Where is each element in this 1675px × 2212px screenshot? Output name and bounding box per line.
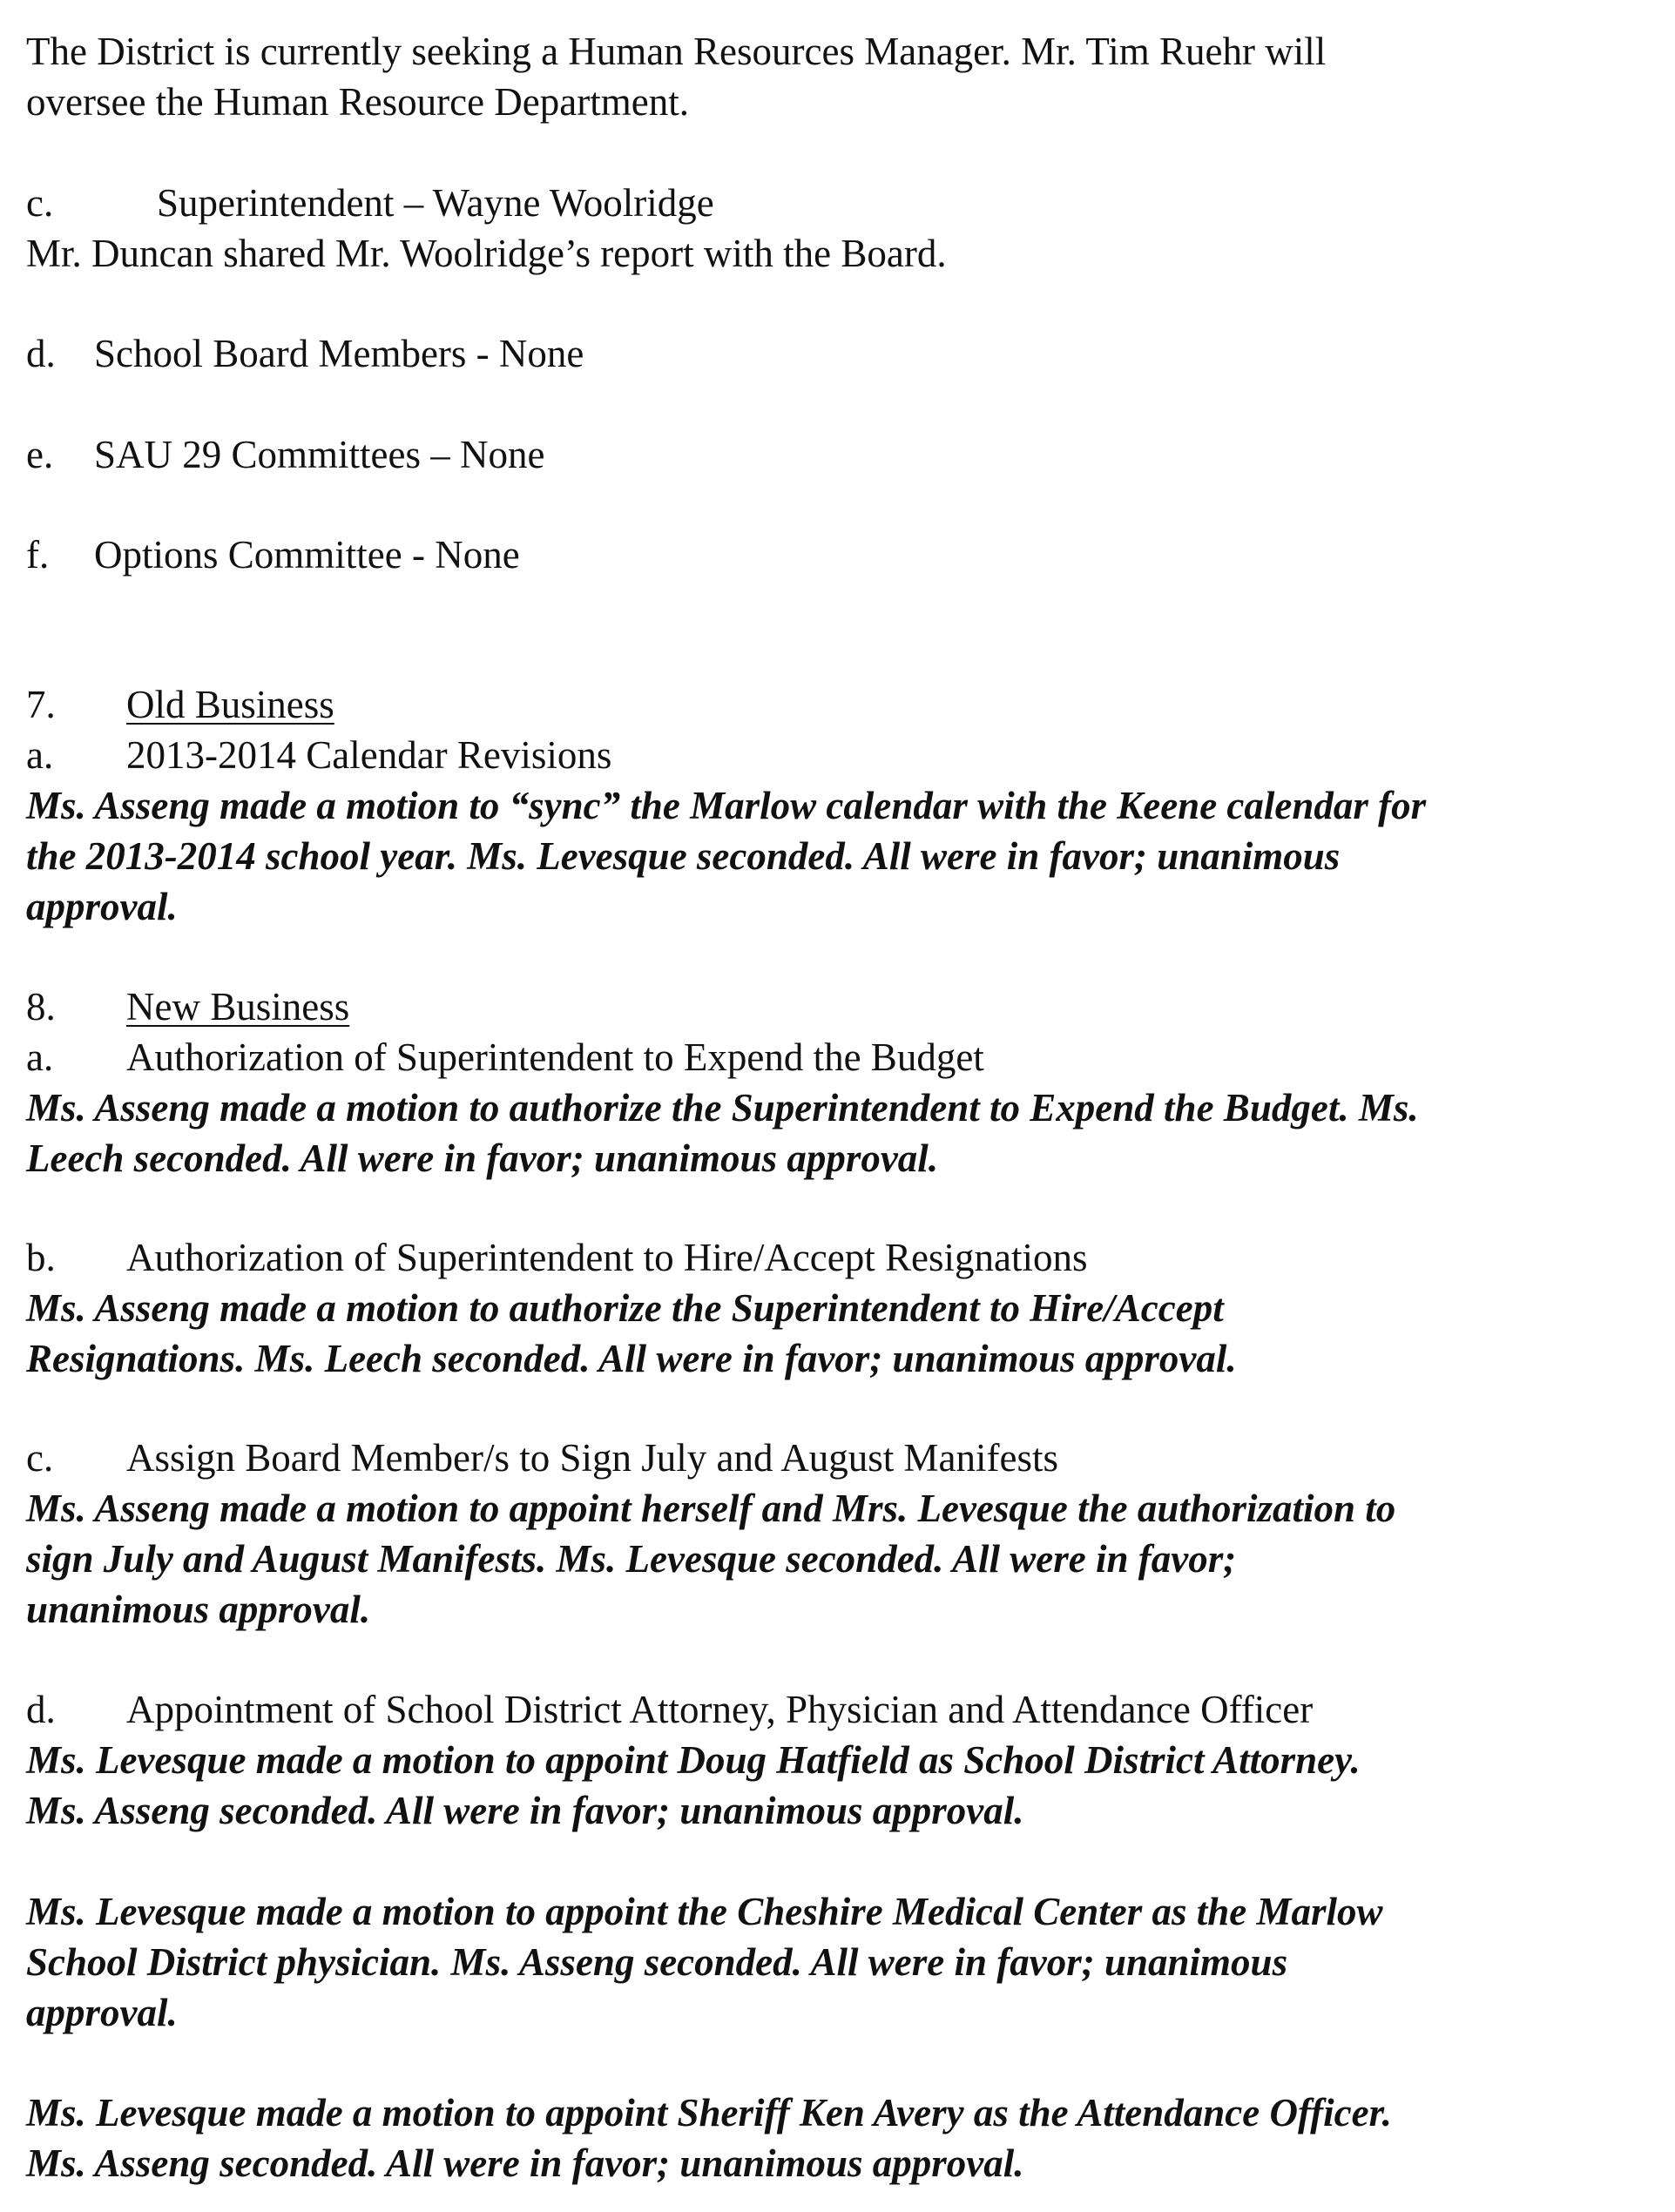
motion-line: Ms. Levesque made a motion to appoint the Cheshire Medical Center as the Marlow bbox=[26, 1890, 1383, 1933]
item-title: School Board Members - None bbox=[94, 332, 584, 375]
item-title: Appointment of School District Attorney, Physician and Attendance Officer bbox=[126, 1688, 1314, 1731]
motion-attendance-officer bbox=[26, 2087, 1392, 2188]
item-title: SAU 29 Committees – None bbox=[94, 433, 545, 476]
item-title: Authorization of Superintendent to Hire/Accept Resignations bbox=[126, 1236, 1088, 1279]
report-item-d bbox=[26, 328, 584, 379]
intro-paragraph bbox=[26, 26, 1326, 127]
item-marker: a. bbox=[26, 733, 54, 777]
item-marker: c. bbox=[26, 181, 54, 225]
item-title: Superintendent – Wayne Woolridge bbox=[157, 181, 714, 225]
item-marker: e. bbox=[26, 433, 54, 476]
motion-line: Ms. Asseng made a motion to authorize the Superintendent to Hire/Accept bbox=[26, 1286, 1224, 1330]
motion-line: Leech seconded. All were in favor; unanimous approval. bbox=[26, 1136, 939, 1180]
item-body: Mr. Duncan shared Mr. Woolridge’s report with the Board. bbox=[26, 232, 947, 275]
new-business-item-b bbox=[26, 1232, 1237, 1384]
item-marker: d. bbox=[26, 332, 56, 375]
motion-line: sign July and August Manifests. Ms. Levesque seconded. All were in favor; bbox=[26, 1537, 1237, 1581]
intro-line: The District is currently seeking a Human Resources Manager. Mr. Tim Ruehr will bbox=[26, 30, 1327, 73]
motion-line: Ms. Asseng made a motion to “sync” the Marlow calendar with the Keene calendar for bbox=[26, 784, 1427, 827]
item-marker: b. bbox=[26, 1236, 56, 1279]
new-business-item-d bbox=[26, 1684, 1361, 1836]
motion-line: Ms. Asseng made a motion to authorize the Superintendent to Expend the Budget. Ms. bbox=[26, 1086, 1419, 1130]
motion-line: Ms. Asseng seconded. All were in favor; unanimous approval. bbox=[26, 1789, 1024, 1832]
motion-line: approval. bbox=[26, 1991, 178, 2034]
motion-physician bbox=[26, 1886, 1383, 2038]
item-title: 2013-2014 Calendar Revisions bbox=[126, 733, 612, 777]
motion-line: Resignations. Ms. Leech seconded. All were in favor; unanimous approval. bbox=[26, 1337, 1237, 1380]
item-title: Authorization of Superintendent to Expend the Budget bbox=[126, 1035, 984, 1079]
section-heading: Old Business bbox=[126, 683, 334, 726]
section-number: 8. bbox=[26, 985, 56, 1028]
item-title: Options Committee - None bbox=[94, 533, 520, 577]
section-number: 7. bbox=[26, 683, 56, 726]
motion-line: School District physician. Ms. Asseng seconded. All were in favor; unanimous bbox=[26, 1940, 1288, 1984]
motion-line: Ms. Levesque made a motion to appoint Sheriff Ken Avery as the Attendance Officer. bbox=[26, 2091, 1392, 2134]
motion-line: Ms. Levesque made a motion to appoint Doug Hatfield as School District Attorney. bbox=[26, 1738, 1361, 1782]
motion-line: approval. bbox=[26, 885, 178, 928]
motion-line: unanimous approval. bbox=[26, 1588, 371, 1631]
motion-line: Ms. Asseng made a motion to appoint herself and Mrs. Levesque the authorization to bbox=[26, 1487, 1396, 1530]
item-marker: f. bbox=[26, 533, 50, 577]
section-heading: New Business bbox=[126, 985, 350, 1028]
item-marker: a. bbox=[26, 1035, 54, 1079]
item-marker: c. bbox=[26, 1436, 54, 1480]
item-marker: d. bbox=[26, 1688, 56, 1731]
new-business-item-c bbox=[26, 1433, 1395, 1635]
intro-line: oversee the Human Resource Department. bbox=[26, 80, 689, 124]
motion-line: the 2013-2014 school year. Ms. Levesque seconded. All were in favor; unanimous bbox=[26, 834, 1341, 878]
report-item-c bbox=[26, 178, 947, 279]
item-title: Assign Board Member/s to Sign July and August Manifests bbox=[126, 1436, 1058, 1480]
section-old-business bbox=[26, 679, 1426, 932]
report-item-f bbox=[26, 529, 520, 580]
report-item-e bbox=[26, 429, 544, 480]
motion-line: Ms. Asseng seconded. All were in favor; unanimous approval. bbox=[26, 2141, 1024, 2185]
section-new-business bbox=[26, 981, 1419, 1184]
